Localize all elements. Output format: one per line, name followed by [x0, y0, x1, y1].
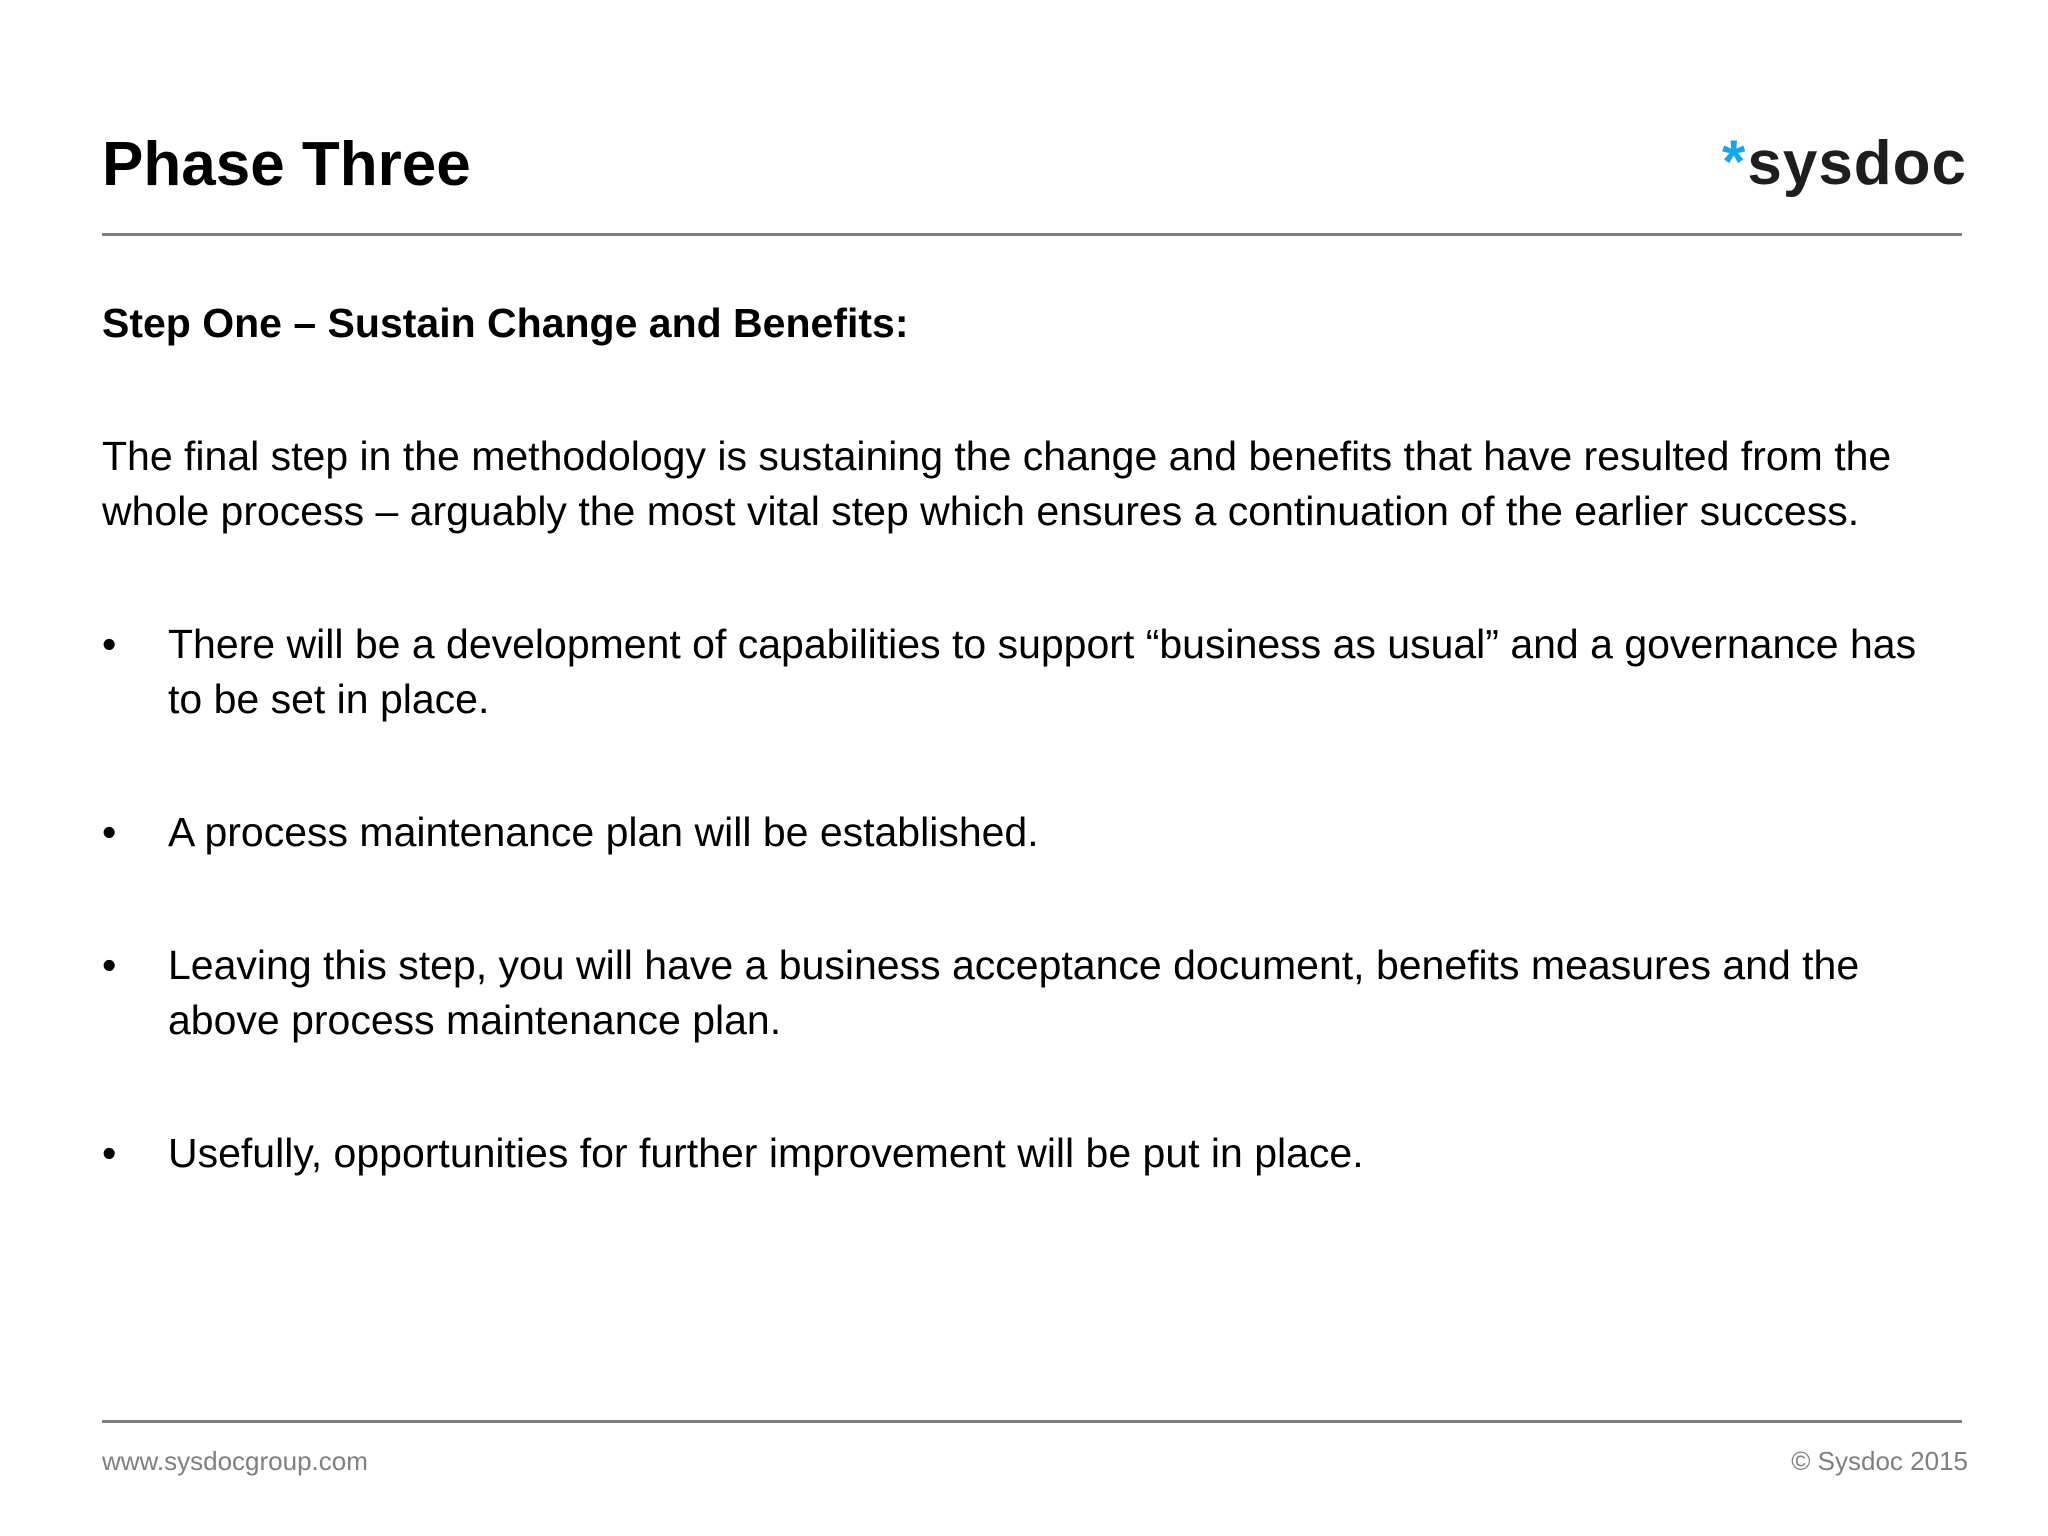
bullet-text: A process maintenance plan will be established.	[168, 809, 1039, 855]
footer-copyright: © Sysdoc 2015	[1791, 1446, 1968, 1476]
footer-website-url: www.sysdocgroup.com	[102, 1446, 368, 1476]
slide-title: Phase Three	[102, 130, 471, 199]
list-item	[102, 938, 1922, 1048]
bullet-list	[102, 617, 1962, 1181]
slide-content	[102, 296, 1962, 1181]
bullet-icon: •	[102, 621, 117, 667]
bullet-icon: •	[102, 1130, 117, 1176]
intro-paragraph: The final step in the methodology is sustaining the change and benefits that have resulted from the whole process – arguably the most vital step which ensures a continuation of the earlier success.	[102, 433, 1892, 534]
footer-divider	[102, 1420, 1962, 1423]
logo-wordmark: sysdoc	[1747, 129, 1968, 198]
list-item	[102, 1126, 1922, 1181]
bullet-text: Leaving this step, you will have a business acceptance document, benefits measures and the above process maintenance plan.	[168, 942, 1860, 1043]
logo-asterisk-icon: *	[1722, 128, 1746, 195]
header-divider	[102, 233, 1962, 236]
bullet-icon: •	[102, 809, 117, 855]
step-heading: Step One – Sustain Change and Benefits:	[102, 300, 909, 346]
list-item	[102, 617, 1922, 727]
bullet-icon: •	[102, 942, 117, 988]
bullet-text: Usefully, opportunities for further improvement will be put in place.	[168, 1130, 1364, 1176]
list-item	[102, 805, 1922, 860]
bullet-text: There will be a development of capabilities to support “business as usual” and a governance has to be set in place.	[168, 621, 1917, 722]
sysdoc-logo	[1722, 126, 1967, 206]
